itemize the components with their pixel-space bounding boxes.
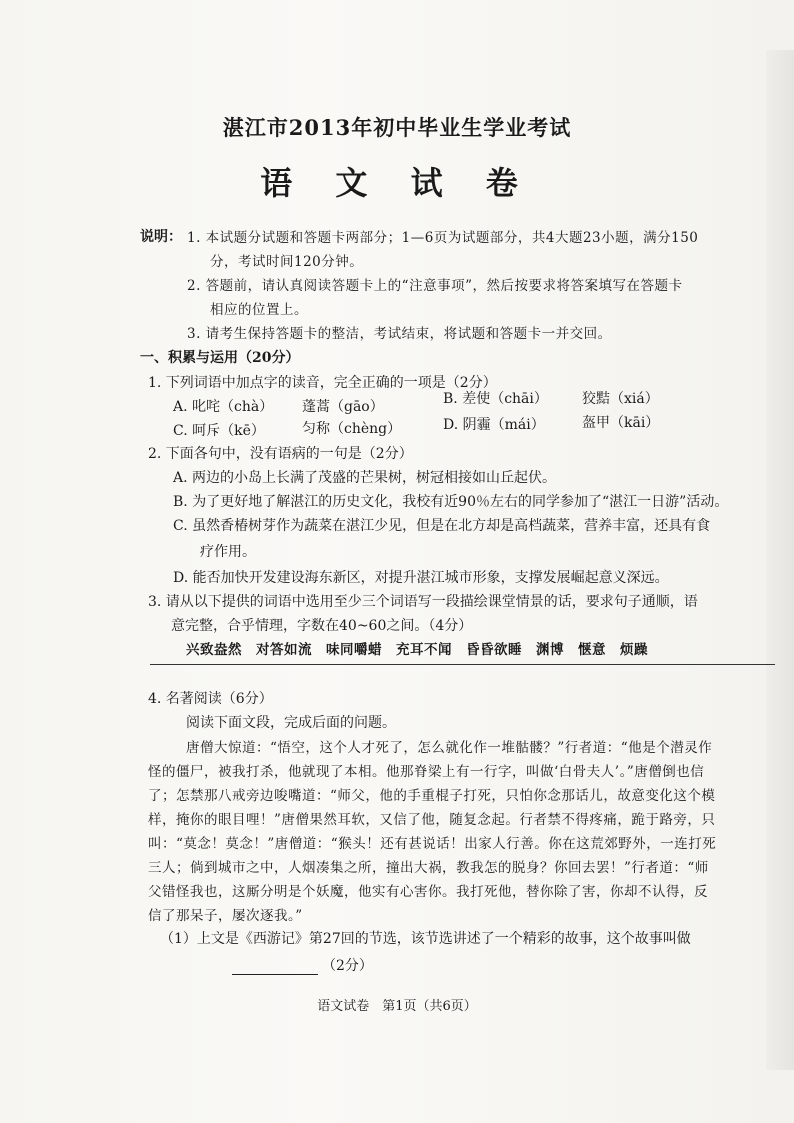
exam-subject-title: 语 文 试 卷 [260,164,534,202]
passage-line-1: 唐僧大惊道：“悟空，这个人才死了，怎么就化作一堆骷髅？”行者道：“他是个潜灵作 [186,740,713,756]
q1-option-a1: A. 叱咤（chà） [173,399,274,415]
q1-option-b2: 狡黠（xiá） [582,391,659,407]
passage-line-2: 怪的僵尸，被我打杀，他就现了本相。他那脊梁上有一行字，叫做‘白骨夫人’。”唐僧倒也信 [148,764,705,780]
q1-option-c2: 匀称（chèng） [302,421,402,437]
instruction-1-cont: 分，考试时间120分钟。 [210,254,364,270]
q1-option-c1: C. 呵斥（kē） [173,423,265,439]
instruction-2-cont: 相应的位置上。 [210,302,308,318]
instruction-3: 3. 请考生保持答题卡的整洁，考试结束，将试题和答题卡一并交回。 [187,326,612,342]
passage-line-5: 叫：“莫念！莫念！”唐僧道：“猴头！还有甚说话！出家人行善。你在这荒郊野外，一连打死 [148,836,717,852]
passage-line-3: 了；怎禁那八戒旁边唆嘴道：“师父，他的手重棍子打死，只怕你念那话儿，故意变化这个模 [148,788,716,804]
q2-option-c-cont: 疗作用。 [200,544,256,560]
q1-option-a2: 蓬蒿（gāo） [302,399,384,415]
exam-title: 湛江市2013年初中毕业生学业考试 [222,115,572,140]
q4-sub-question-1-points: （2分） [322,958,373,974]
passage-line-8: 信了那呆子，屡次逐我。” [148,908,303,924]
question-3-stem-cont: 意完整，合乎情理，字数在40~60之间。（4分） [171,618,473,634]
q4-sub-question-1-answer [232,955,373,975]
answer-blank[interactable] [232,960,318,975]
q4-sub-question-1: （1）上文是《西游记》第27回的节选，该节选讲述了一个精彩的故事，这个故事叫做 [160,931,691,947]
instruction-2: 2. 答题前，请认真阅读答题卡上的“注意事项”，然后按要求将答案填写在答题卡 [187,278,683,294]
question-3-stem: 3. 请从以下提供的词语中选用至少三个词语写一段描绘课堂情景的话，要求句子通顺，语 [148,594,698,610]
passage-line-4: 样，掩你的眼目哩！”唐僧果然耳软，又信了他，随复念起。行者禁不得疼痛，跪于路旁，只 [148,812,716,828]
instruction-1: 1. 本试题分试题和答题卡两部分；1—6页为试题部分，共4大题23小题，满分150 [187,230,699,246]
q1-option-d1: D. 阴霾（mái） [443,417,545,433]
instructions-label: 说明： [140,229,182,245]
passage-line-7: 父错怪我也，这厮分明是个妖魔，他实有心害你。我打死他，替你除了害，你却不认得，反 [148,884,708,900]
q1-option-b1: B. 差使（chāi） [443,391,548,407]
passage-line-6: 三人；倘到城市之中，人烟凑集之所，撞出大祸，教我怎的脱身？你回去罢！”行者道：“师 [148,860,709,876]
page-footer: 语文试卷 第1页（共6页） [317,999,477,1014]
section-divider [150,664,775,665]
q2-option-a: A. 两边的小岛上长满了茂盛的芒果树，树冠相接如山丘起伏。 [173,470,557,486]
q2-option-b: B. 为了更好地了解湛江的历史文化，我校有近90％左右的同学参加了“湛江一日游”活动。 [173,494,729,510]
section-heading: 一、积累与运用（20分） [140,350,300,366]
question-4-heading: 4. 名著阅读（6分） [148,691,273,707]
question-2-stem: 2. 下面各句中，没有语病的一句是（2分） [148,446,413,462]
q4-intro: 阅读下面文段，完成后面的问题。 [186,715,396,731]
q3-word-list: 兴致盎然 对答如流 味同嚼蜡 充耳不闻 昏昏欲睡 渊博 惬意 烦躁 [186,642,648,658]
q1-option-d2: 盔甲（kāi） [582,415,660,431]
question-1-stem: 1. 下列词语中加点字的读音，完全正确的一项是（2分） [148,375,497,391]
q2-option-c: C. 虽然香椿树芽作为蔬菜在湛江少见，但是在北方却是高档蔬菜，营养丰富，还具有食 [173,518,711,534]
q2-option-d: D. 能否加快开发建设海东新区，对提升湛江城市形象，支撑发展崛起意义深远。 [173,570,669,586]
